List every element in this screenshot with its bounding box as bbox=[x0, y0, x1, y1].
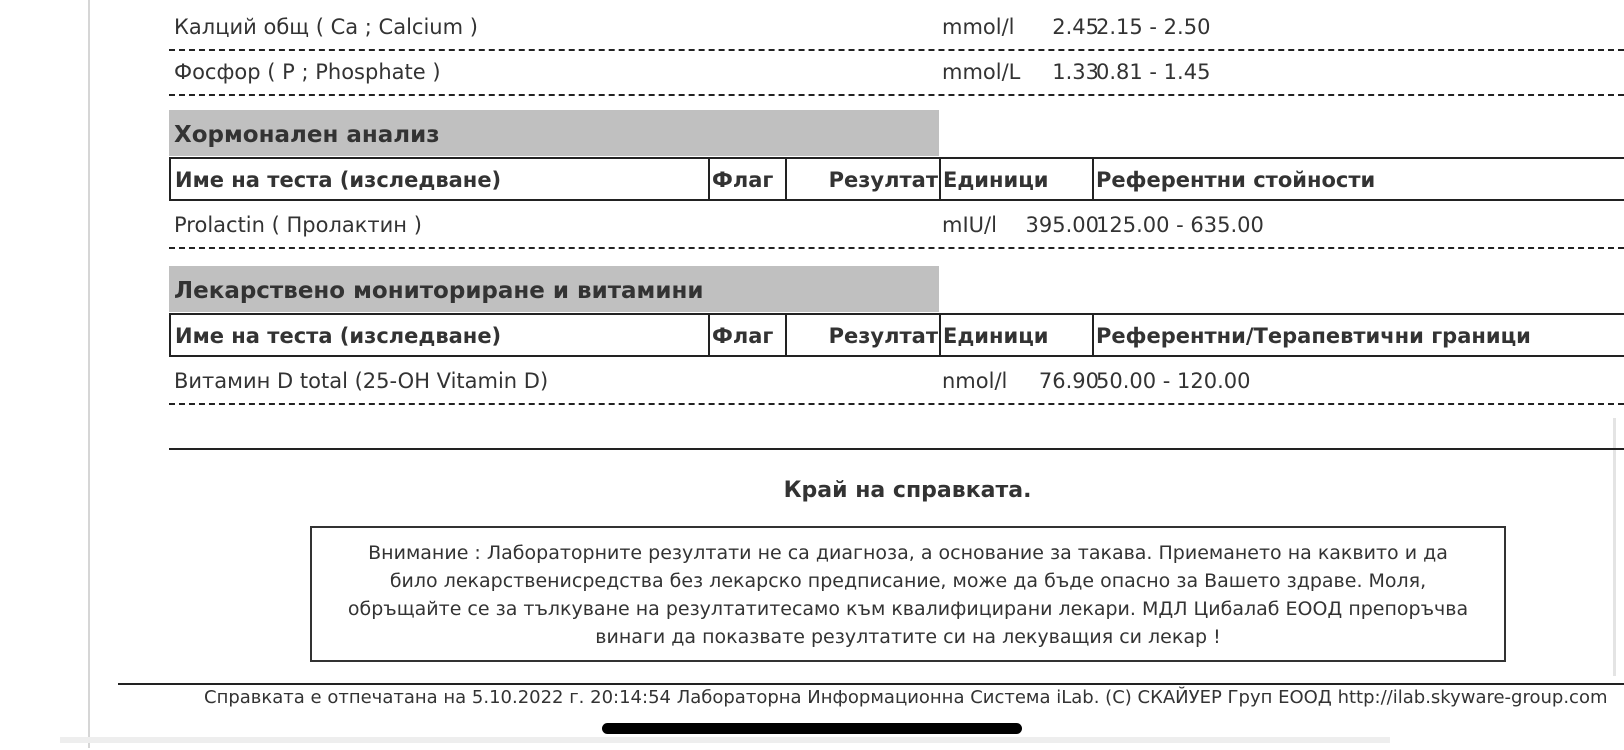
header-flag: Флаг bbox=[712, 168, 774, 192]
table-header-hormones bbox=[169, 157, 1624, 201]
end-divider bbox=[169, 448, 1624, 450]
column-divider bbox=[939, 315, 941, 355]
header-units: Единици bbox=[943, 168, 1049, 192]
test-reference: 0.81 - 1.45 bbox=[1096, 60, 1211, 84]
test-result: 2.45 bbox=[1052, 15, 1099, 39]
test-result: 1.33 bbox=[1052, 60, 1099, 84]
footer-divider bbox=[118, 683, 1624, 685]
test-reference: 50.00 - 120.00 bbox=[1096, 369, 1251, 393]
test-reference: 125.00 - 635.00 bbox=[1096, 213, 1264, 237]
scrollbar[interactable] bbox=[1613, 418, 1616, 676]
header-test-name: Име на теста (изследване) bbox=[175, 324, 502, 348]
header-result: Резултат bbox=[828, 168, 938, 192]
test-name: Prolactin ( Пролактин ) bbox=[174, 213, 422, 237]
result-row-calcium bbox=[169, 5, 1624, 51]
header-reference: Референтни/Терапевтични граници bbox=[1096, 324, 1531, 348]
end-of-report: Край на справката. bbox=[783, 478, 1032, 503]
test-result: 76.90 bbox=[1038, 369, 1099, 393]
disclaimer-line: Внимание : Лабораторните резултати не са диагноза, а основание за такава. Приемането на каквито и да bbox=[368, 542, 1448, 564]
page-left-border bbox=[88, 0, 90, 748]
home-indicator[interactable] bbox=[602, 723, 1022, 734]
column-divider bbox=[1092, 315, 1094, 355]
print-footer: Справката е отпечатана на 5.10.2022 г. 20:14:54 Лабораторна Информационна Система iLab. (C) СКАЙУЕР Груп ЕООД http://ilab.skyware-group.com bbox=[204, 687, 1608, 708]
column-divider bbox=[708, 159, 710, 199]
disclaimer-line: било лекарственисредства без лекарско предписание, може да бъде опасно за Вашето здраве. Моля, bbox=[389, 570, 1427, 592]
result-row-phosphate bbox=[169, 50, 1624, 96]
test-result: 395.00 bbox=[1025, 213, 1099, 237]
header-units: Единици bbox=[943, 324, 1049, 348]
test-reference: 2.15 - 2.50 bbox=[1096, 15, 1211, 39]
page-bottom-border bbox=[60, 737, 1390, 743]
result-row-vitamin-d bbox=[169, 359, 1624, 405]
column-divider bbox=[939, 159, 941, 199]
section-title-drug-monitoring: Лекарствено мониториране и витамини bbox=[169, 266, 939, 312]
disclaimer-line: винаги да показвате резултатите си на лекуващия си лекар ! bbox=[595, 626, 1221, 648]
test-name: Фосфор ( P ; Phosphate ) bbox=[174, 60, 441, 84]
section-title-hormones: Хормонален анализ bbox=[169, 110, 939, 156]
disclaimer-line: обръщайте се за тълкуване на резултатитесамо към квалифицирани лекари. МДЛ Цибалаб ЕООД препоръчва bbox=[347, 598, 1469, 620]
column-divider bbox=[1092, 159, 1094, 199]
result-row-prolactin bbox=[169, 203, 1624, 249]
test-name: Витамин D total (25-OH Vitamin D) bbox=[174, 369, 549, 393]
test-name: Калций общ ( Ca ; Calcium ) bbox=[174, 15, 478, 39]
disclaimer-box bbox=[310, 526, 1506, 662]
table-header-drug-monitoring bbox=[169, 313, 1624, 357]
test-unit: mIU/l bbox=[942, 213, 997, 237]
header-test-name: Име на теста (изследване) bbox=[175, 168, 502, 192]
header-reference: Референтни стойности bbox=[1096, 168, 1376, 192]
test-unit: nmol/l bbox=[942, 369, 1008, 393]
header-result: Резултат bbox=[828, 324, 938, 348]
header-flag: Флаг bbox=[712, 324, 774, 348]
test-unit: mmol/l bbox=[942, 15, 1015, 39]
column-divider bbox=[708, 315, 710, 355]
test-unit: mmol/L bbox=[942, 60, 1021, 84]
